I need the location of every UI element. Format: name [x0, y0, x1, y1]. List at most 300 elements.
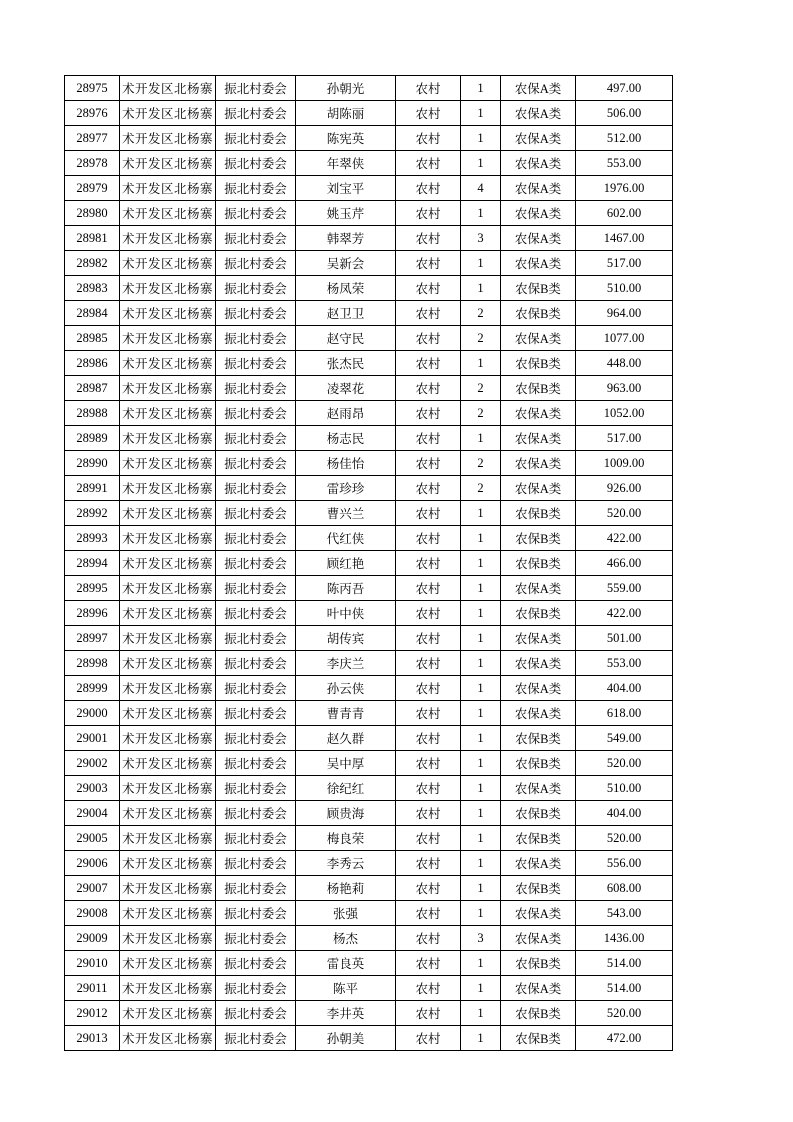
cell-person-name: 叶中侠 — [296, 601, 396, 626]
cell-insurance-category: 农保B类 — [501, 526, 576, 551]
cell-amount: 556.00 — [576, 851, 673, 876]
cell-insurance-category: 农保A类 — [501, 776, 576, 801]
table-row — [65, 651, 673, 676]
cell-committee: 振北村委会 — [216, 776, 296, 801]
cell-record-id: 28987 — [65, 376, 120, 401]
table-row — [65, 826, 673, 851]
cell-district: 术开发区北杨寨 — [120, 576, 216, 601]
cell-amount: 517.00 — [576, 426, 673, 451]
table-row — [65, 451, 673, 476]
cell-amount: 1976.00 — [576, 176, 673, 201]
cell-person-count: 1 — [461, 526, 501, 551]
cell-insurance-category: 农保A类 — [501, 76, 576, 101]
cell-person-count: 1 — [461, 976, 501, 1001]
cell-resident-type: 农村 — [396, 176, 461, 201]
cell-resident-type: 农村 — [396, 126, 461, 151]
cell-person-count: 2 — [461, 376, 501, 401]
cell-amount: 618.00 — [576, 701, 673, 726]
cell-person-name: 雷良英 — [296, 951, 396, 976]
cell-insurance-category: 农保B类 — [501, 826, 576, 851]
cell-person-count: 1 — [461, 351, 501, 376]
cell-record-id: 29006 — [65, 851, 120, 876]
table-row — [65, 801, 673, 826]
cell-insurance-category: 农保A类 — [501, 226, 576, 251]
cell-person-count: 1 — [461, 851, 501, 876]
cell-amount: 520.00 — [576, 1001, 673, 1026]
cell-insurance-category: 农保B类 — [501, 801, 576, 826]
cell-record-id: 28983 — [65, 276, 120, 301]
cell-committee: 振北村委会 — [216, 451, 296, 476]
cell-person-name: 张强 — [296, 901, 396, 926]
table-body — [65, 76, 673, 1051]
table-row — [65, 601, 673, 626]
cell-person-name: 顾红艳 — [296, 551, 396, 576]
cell-person-name: 凌翠花 — [296, 376, 396, 401]
cell-person-name: 顾贵海 — [296, 801, 396, 826]
cell-person-name: 李庆兰 — [296, 651, 396, 676]
cell-amount: 553.00 — [576, 651, 673, 676]
cell-district: 术开发区北杨寨 — [120, 601, 216, 626]
cell-insurance-category: 农保B类 — [501, 351, 576, 376]
cell-insurance-category: 农保A类 — [501, 401, 576, 426]
cell-district: 术开发区北杨寨 — [120, 876, 216, 901]
table-row — [65, 976, 673, 1001]
cell-amount: 514.00 — [576, 976, 673, 1001]
cell-amount: 510.00 — [576, 776, 673, 801]
cell-committee: 振北村委会 — [216, 126, 296, 151]
cell-record-id: 29000 — [65, 701, 120, 726]
cell-record-id: 28996 — [65, 601, 120, 626]
cell-person-count: 1 — [461, 501, 501, 526]
table-row — [65, 751, 673, 776]
cell-insurance-category: 农保A类 — [501, 201, 576, 226]
cell-person-count: 1 — [461, 551, 501, 576]
cell-district: 术开发区北杨寨 — [120, 726, 216, 751]
cell-record-id: 28985 — [65, 326, 120, 351]
cell-resident-type: 农村 — [396, 451, 461, 476]
cell-district: 术开发区北杨寨 — [120, 251, 216, 276]
cell-person-count: 2 — [461, 476, 501, 501]
cell-resident-type: 农村 — [396, 501, 461, 526]
cell-district: 术开发区北杨寨 — [120, 226, 216, 251]
cell-resident-type: 农村 — [396, 651, 461, 676]
cell-insurance-category: 农保A类 — [501, 126, 576, 151]
cell-person-count: 1 — [461, 626, 501, 651]
cell-amount: 466.00 — [576, 551, 673, 576]
cell-person-name: 韩翠芳 — [296, 226, 396, 251]
cell-district: 术开发区北杨寨 — [120, 626, 216, 651]
cell-committee: 振北村委会 — [216, 301, 296, 326]
cell-resident-type: 农村 — [396, 351, 461, 376]
cell-person-name: 胡传宾 — [296, 626, 396, 651]
cell-resident-type: 农村 — [396, 276, 461, 301]
cell-amount: 1009.00 — [576, 451, 673, 476]
cell-committee: 振北村委会 — [216, 1001, 296, 1026]
cell-district: 术开发区北杨寨 — [120, 351, 216, 376]
cell-record-id: 29011 — [65, 976, 120, 1001]
cell-person-count: 1 — [461, 276, 501, 301]
cell-amount: 404.00 — [576, 801, 673, 826]
cell-committee: 振北村委会 — [216, 351, 296, 376]
cell-record-id: 28991 — [65, 476, 120, 501]
cell-insurance-category: 农保A类 — [501, 176, 576, 201]
cell-person-name: 陈丙吾 — [296, 576, 396, 601]
cell-person-count: 1 — [461, 776, 501, 801]
cell-committee: 振北村委会 — [216, 726, 296, 751]
cell-district: 术开发区北杨寨 — [120, 276, 216, 301]
cell-district: 术开发区北杨寨 — [120, 776, 216, 801]
cell-committee: 振北村委会 — [216, 326, 296, 351]
cell-person-name: 吴新会 — [296, 251, 396, 276]
cell-person-count: 1 — [461, 951, 501, 976]
cell-person-count: 3 — [461, 226, 501, 251]
cell-insurance-category: 农保A类 — [501, 451, 576, 476]
cell-record-id: 28990 — [65, 451, 120, 476]
cell-insurance-category: 农保B类 — [501, 876, 576, 901]
cell-person-name: 李井英 — [296, 1001, 396, 1026]
cell-record-id: 28989 — [65, 426, 120, 451]
cell-amount: 608.00 — [576, 876, 673, 901]
cell-resident-type: 农村 — [396, 976, 461, 1001]
cell-committee: 振北村委会 — [216, 976, 296, 1001]
cell-insurance-category: 农保B类 — [501, 551, 576, 576]
cell-person-count: 1 — [461, 876, 501, 901]
table-row — [65, 426, 673, 451]
cell-committee: 振北村委会 — [216, 651, 296, 676]
cell-committee: 振北村委会 — [216, 476, 296, 501]
cell-committee: 振北村委会 — [216, 176, 296, 201]
cell-district: 术开发区北杨寨 — [120, 1026, 216, 1051]
table-row — [65, 576, 673, 601]
cell-record-id: 29013 — [65, 1026, 120, 1051]
cell-resident-type: 农村 — [396, 601, 461, 626]
cell-amount: 514.00 — [576, 951, 673, 976]
cell-resident-type: 农村 — [396, 576, 461, 601]
table-row — [65, 851, 673, 876]
cell-person-name: 雷珍珍 — [296, 476, 396, 501]
cell-insurance-category: 农保A类 — [501, 251, 576, 276]
cell-insurance-category: 农保A类 — [501, 926, 576, 951]
cell-committee: 振北村委会 — [216, 376, 296, 401]
cell-resident-type: 农村 — [396, 326, 461, 351]
cell-amount: 553.00 — [576, 151, 673, 176]
cell-amount: 501.00 — [576, 626, 673, 651]
table-row — [65, 1026, 673, 1051]
cell-person-count: 1 — [461, 901, 501, 926]
cell-resident-type: 农村 — [396, 551, 461, 576]
cell-committee: 振北村委会 — [216, 851, 296, 876]
cell-insurance-category: 农保B类 — [501, 501, 576, 526]
cell-record-id: 29007 — [65, 876, 120, 901]
cell-person-name: 曹兴兰 — [296, 501, 396, 526]
cell-committee: 振北村委会 — [216, 701, 296, 726]
cell-amount: 497.00 — [576, 76, 673, 101]
cell-amount: 1052.00 — [576, 401, 673, 426]
cell-person-name: 代红侠 — [296, 526, 396, 551]
cell-person-count: 1 — [461, 1001, 501, 1026]
cell-amount: 472.00 — [576, 1026, 673, 1051]
cell-committee: 振北村委会 — [216, 501, 296, 526]
table-row — [65, 176, 673, 201]
cell-person-count: 1 — [461, 251, 501, 276]
cell-amount: 506.00 — [576, 101, 673, 126]
cell-committee: 振北村委会 — [216, 601, 296, 626]
cell-person-count: 2 — [461, 401, 501, 426]
table-row — [65, 476, 673, 501]
cell-person-name: 赵久群 — [296, 726, 396, 751]
cell-record-id: 29010 — [65, 951, 120, 976]
cell-person-count: 1 — [461, 576, 501, 601]
cell-record-id: 28977 — [65, 126, 120, 151]
cell-district: 术开发区北杨寨 — [120, 426, 216, 451]
cell-district: 术开发区北杨寨 — [120, 376, 216, 401]
cell-district: 术开发区北杨寨 — [120, 701, 216, 726]
cell-resident-type: 农村 — [396, 301, 461, 326]
cell-insurance-category: 农保A类 — [501, 326, 576, 351]
cell-insurance-category: 农保A类 — [501, 626, 576, 651]
cell-district: 术开发区北杨寨 — [120, 501, 216, 526]
cell-record-id: 28984 — [65, 301, 120, 326]
cell-amount: 549.00 — [576, 726, 673, 751]
table-row — [65, 701, 673, 726]
cell-district: 术开发区北杨寨 — [120, 976, 216, 1001]
cell-person-count: 1 — [461, 726, 501, 751]
cell-resident-type: 农村 — [396, 401, 461, 426]
cell-district: 术开发区北杨寨 — [120, 326, 216, 351]
cell-resident-type: 农村 — [396, 626, 461, 651]
cell-insurance-category: 农保B类 — [501, 1026, 576, 1051]
cell-committee: 振北村委会 — [216, 526, 296, 551]
cell-district: 术开发区北杨寨 — [120, 801, 216, 826]
cell-amount: 1436.00 — [576, 926, 673, 951]
cell-resident-type: 农村 — [396, 151, 461, 176]
cell-person-name: 孙朝光 — [296, 76, 396, 101]
table-row — [65, 626, 673, 651]
cell-record-id: 28995 — [65, 576, 120, 601]
cell-record-id: 29008 — [65, 901, 120, 926]
cell-district: 术开发区北杨寨 — [120, 826, 216, 851]
cell-district: 术开发区北杨寨 — [120, 151, 216, 176]
cell-amount: 422.00 — [576, 526, 673, 551]
cell-district: 术开发区北杨寨 — [120, 651, 216, 676]
cell-committee: 振北村委会 — [216, 676, 296, 701]
cell-committee: 振北村委会 — [216, 901, 296, 926]
cell-resident-type: 农村 — [396, 901, 461, 926]
cell-district: 术开发区北杨寨 — [120, 751, 216, 776]
cell-insurance-category: 农保B类 — [501, 276, 576, 301]
payment-table — [64, 75, 673, 1051]
cell-district: 术开发区北杨寨 — [120, 526, 216, 551]
cell-person-count: 2 — [461, 326, 501, 351]
cell-person-count: 4 — [461, 176, 501, 201]
cell-district: 术开发区北杨寨 — [120, 901, 216, 926]
cell-person-count: 1 — [461, 426, 501, 451]
cell-person-name: 陈宪英 — [296, 126, 396, 151]
cell-amount: 520.00 — [576, 501, 673, 526]
cell-record-id: 29004 — [65, 801, 120, 826]
table-row — [65, 301, 673, 326]
cell-resident-type: 农村 — [396, 201, 461, 226]
cell-person-name: 吴中厚 — [296, 751, 396, 776]
cell-person-name: 姚玉芹 — [296, 201, 396, 226]
cell-insurance-category: 农保A类 — [501, 576, 576, 601]
table-row — [65, 201, 673, 226]
cell-insurance-category: 农保B类 — [501, 751, 576, 776]
cell-resident-type: 农村 — [396, 751, 461, 776]
cell-insurance-category: 农保B类 — [501, 1001, 576, 1026]
cell-district: 术开发区北杨寨 — [120, 301, 216, 326]
cell-record-id: 28982 — [65, 251, 120, 276]
cell-resident-type: 农村 — [396, 701, 461, 726]
cell-record-id: 28976 — [65, 101, 120, 126]
cell-person-name: 梅良荣 — [296, 826, 396, 851]
table-row — [65, 226, 673, 251]
cell-insurance-category: 农保B类 — [501, 301, 576, 326]
cell-insurance-category: 农保B类 — [501, 601, 576, 626]
cell-record-id: 28994 — [65, 551, 120, 576]
cell-committee: 振北村委会 — [216, 1026, 296, 1051]
cell-resident-type: 农村 — [396, 726, 461, 751]
cell-person-name: 曹青青 — [296, 701, 396, 726]
cell-resident-type: 农村 — [396, 476, 461, 501]
cell-district: 术开发区北杨寨 — [120, 551, 216, 576]
cell-district: 术开发区北杨寨 — [120, 201, 216, 226]
cell-amount: 1077.00 — [576, 326, 673, 351]
cell-district: 术开发区北杨寨 — [120, 951, 216, 976]
cell-insurance-category: 农保A类 — [501, 651, 576, 676]
table-row — [65, 776, 673, 801]
cell-committee: 振北村委会 — [216, 951, 296, 976]
cell-person-count: 1 — [461, 1026, 501, 1051]
table-row — [65, 926, 673, 951]
table-row — [65, 726, 673, 751]
cell-committee: 振北村委会 — [216, 926, 296, 951]
table-row — [65, 251, 673, 276]
cell-resident-type: 农村 — [396, 376, 461, 401]
cell-district: 术开发区北杨寨 — [120, 476, 216, 501]
cell-record-id: 28997 — [65, 626, 120, 651]
cell-person-count: 1 — [461, 201, 501, 226]
cell-person-name: 李秀云 — [296, 851, 396, 876]
cell-record-id: 29002 — [65, 751, 120, 776]
table-row — [65, 326, 673, 351]
cell-person-count: 1 — [461, 101, 501, 126]
cell-amount: 448.00 — [576, 351, 673, 376]
cell-committee: 振北村委会 — [216, 401, 296, 426]
cell-committee: 振北村委会 — [216, 751, 296, 776]
cell-amount: 559.00 — [576, 576, 673, 601]
cell-district: 术开发区北杨寨 — [120, 676, 216, 701]
cell-person-name: 刘宝平 — [296, 176, 396, 201]
cell-district: 术开发区北杨寨 — [120, 401, 216, 426]
cell-amount: 517.00 — [576, 251, 673, 276]
table-row — [65, 351, 673, 376]
cell-amount: 963.00 — [576, 376, 673, 401]
table-row — [65, 276, 673, 301]
cell-amount: 510.00 — [576, 276, 673, 301]
cell-insurance-category: 农保A类 — [501, 701, 576, 726]
cell-record-id: 29012 — [65, 1001, 120, 1026]
cell-record-id: 29001 — [65, 726, 120, 751]
cell-person-count: 1 — [461, 801, 501, 826]
cell-person-name: 张杰民 — [296, 351, 396, 376]
cell-record-id: 28975 — [65, 76, 120, 101]
table-row — [65, 101, 673, 126]
cell-resident-type: 农村 — [396, 876, 461, 901]
cell-amount: 422.00 — [576, 601, 673, 626]
table-row — [65, 151, 673, 176]
cell-person-count: 1 — [461, 126, 501, 151]
cell-person-count: 1 — [461, 701, 501, 726]
cell-record-id: 28993 — [65, 526, 120, 551]
cell-resident-type: 农村 — [396, 1001, 461, 1026]
cell-resident-type: 农村 — [396, 851, 461, 876]
cell-person-count: 2 — [461, 301, 501, 326]
cell-committee: 振北村委会 — [216, 151, 296, 176]
cell-record-id: 28999 — [65, 676, 120, 701]
cell-resident-type: 农村 — [396, 76, 461, 101]
table-row — [65, 376, 673, 401]
cell-amount: 543.00 — [576, 901, 673, 926]
cell-person-name: 杨艳莉 — [296, 876, 396, 901]
cell-person-name: 陈平 — [296, 976, 396, 1001]
cell-person-count: 3 — [461, 926, 501, 951]
cell-person-count: 1 — [461, 601, 501, 626]
cell-person-count: 1 — [461, 651, 501, 676]
table-row — [65, 76, 673, 101]
cell-district: 术开发区北杨寨 — [120, 1001, 216, 1026]
cell-resident-type: 农村 — [396, 676, 461, 701]
cell-committee: 振北村委会 — [216, 251, 296, 276]
cell-district: 术开发区北杨寨 — [120, 76, 216, 101]
cell-district: 术开发区北杨寨 — [120, 176, 216, 201]
cell-resident-type: 农村 — [396, 226, 461, 251]
cell-resident-type: 农村 — [396, 826, 461, 851]
cell-amount: 512.00 — [576, 126, 673, 151]
cell-committee: 振北村委会 — [216, 801, 296, 826]
cell-person-name: 徐纪红 — [296, 776, 396, 801]
cell-record-id: 28986 — [65, 351, 120, 376]
cell-record-id: 29003 — [65, 776, 120, 801]
cell-insurance-category: 农保A类 — [501, 676, 576, 701]
cell-person-name: 赵卫卫 — [296, 301, 396, 326]
cell-district: 术开发区北杨寨 — [120, 126, 216, 151]
table-row — [65, 676, 673, 701]
cell-amount: 404.00 — [576, 676, 673, 701]
cell-record-id: 28978 — [65, 151, 120, 176]
table-row — [65, 1001, 673, 1026]
cell-record-id: 28981 — [65, 226, 120, 251]
cell-person-name: 杨杰 — [296, 926, 396, 951]
table-row — [65, 126, 673, 151]
cell-insurance-category: 农保A类 — [501, 976, 576, 1001]
cell-resident-type: 农村 — [396, 801, 461, 826]
cell-person-name: 胡陈丽 — [296, 101, 396, 126]
cell-amount: 1467.00 — [576, 226, 673, 251]
cell-resident-type: 农村 — [396, 251, 461, 276]
cell-person-name: 孙朝美 — [296, 1026, 396, 1051]
cell-amount: 520.00 — [576, 826, 673, 851]
cell-committee: 振北村委会 — [216, 826, 296, 851]
cell-amount: 964.00 — [576, 301, 673, 326]
cell-person-count: 1 — [461, 76, 501, 101]
cell-committee: 振北村委会 — [216, 576, 296, 601]
cell-committee: 振北村委会 — [216, 551, 296, 576]
table-row — [65, 501, 673, 526]
cell-record-id: 28988 — [65, 401, 120, 426]
table-row — [65, 951, 673, 976]
table-row — [65, 526, 673, 551]
